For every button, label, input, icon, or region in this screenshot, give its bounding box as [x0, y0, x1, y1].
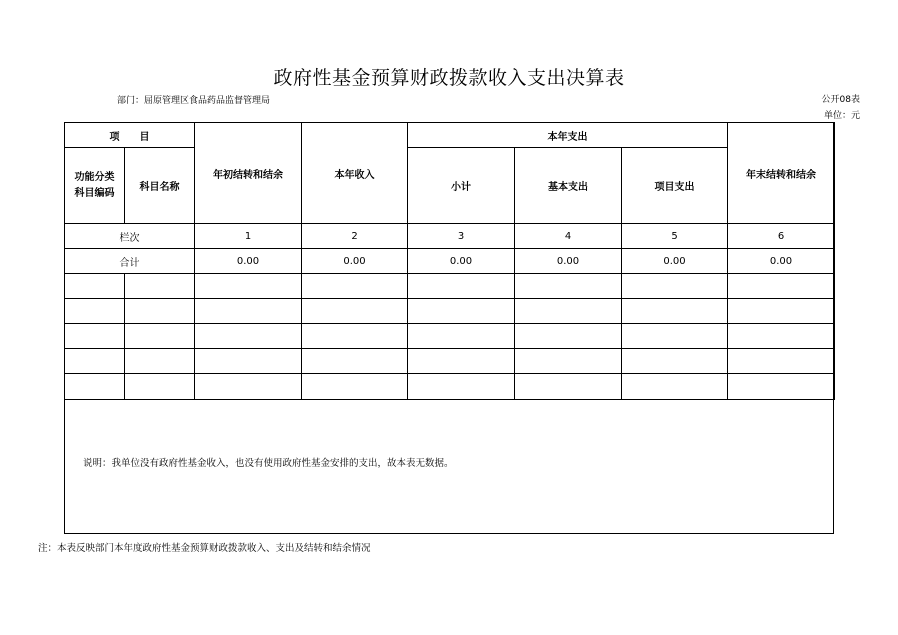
empty-cell — [622, 374, 728, 400]
empty-cell — [65, 274, 125, 299]
document-title: 政府性基金预算财政拨款收入支出决算表 — [273, 67, 625, 89]
empty-cell — [65, 324, 125, 349]
empty-row — [65, 349, 835, 374]
column-index-cell: 1 — [195, 224, 302, 249]
header-beginning-balance: 年初结转和结余 — [195, 123, 302, 224]
header-row-2 — [65, 148, 835, 186]
empty-row — [65, 274, 835, 299]
header-project-expense: 项目支出 — [622, 148, 728, 224]
empty-cell — [408, 374, 515, 400]
empty-cell — [195, 274, 302, 299]
empty-cell — [65, 349, 125, 374]
empty-cell — [515, 324, 622, 349]
total-cell: 0.00 — [515, 249, 622, 274]
empty-cell — [408, 299, 515, 324]
header-current-expense: 本年支出 — [408, 123, 728, 148]
header-item: 项 目 — [65, 123, 195, 148]
empty-cell — [302, 274, 408, 299]
empty-cell — [125, 349, 195, 374]
empty-cell — [728, 349, 835, 374]
empty-cell — [728, 299, 835, 324]
empty-cell — [408, 324, 515, 349]
total-cell: 0.00 — [728, 249, 835, 274]
unit-label: 单位：元 — [823, 111, 860, 121]
footnote: 注：本表反映部门本年度政府性基金预算财政拨款收入、支出及结转和结余情况 — [38, 543, 371, 554]
column-index-cell: 3 — [408, 224, 515, 249]
empty-cell — [515, 374, 622, 400]
total-label: 合计 — [65, 249, 195, 274]
header-subtotal: 小计 — [408, 148, 515, 224]
department-label: 部门：屈原管理区食品药品监督管理局 — [117, 96, 271, 106]
column-index-cell: 6 — [728, 224, 835, 249]
header-basic-expense: 基本支出 — [515, 148, 622, 224]
header-ending-balance: 年末结转和结余 — [728, 123, 835, 224]
header-subject-name: 科目名称 — [125, 148, 195, 224]
column-index-cell: 4 — [515, 224, 622, 249]
column-index-row — [65, 224, 835, 249]
empty-cell — [125, 374, 195, 400]
empty-cell — [622, 324, 728, 349]
empty-cell — [408, 274, 515, 299]
empty-cell — [125, 324, 195, 349]
empty-cell — [302, 349, 408, 374]
empty-cell — [195, 374, 302, 400]
empty-cell — [408, 349, 515, 374]
explanation-note: 说明：我单位没有政府性基金收入，也没有使用政府性基金安排的支出，故本表无数据。 — [83, 458, 454, 469]
empty-row — [65, 324, 835, 349]
column-index-cell: 5 — [622, 224, 728, 249]
empty-cell — [195, 324, 302, 349]
empty-cell — [728, 324, 835, 349]
empty-cell — [195, 299, 302, 324]
empty-cell — [622, 274, 728, 299]
empty-cell — [65, 374, 125, 400]
column-index-label: 栏次 — [65, 224, 195, 249]
total-cell: 0.00 — [408, 249, 515, 274]
empty-cell — [302, 299, 408, 324]
column-index-cell: 2 — [302, 224, 408, 249]
empty-cell — [728, 274, 835, 299]
total-row — [65, 249, 835, 274]
header-function-code: 功能分类科目编码 — [65, 148, 125, 224]
empty-cell — [728, 374, 835, 400]
empty-row — [65, 299, 835, 324]
empty-row — [65, 374, 835, 400]
total-cell: 0.00 — [622, 249, 728, 274]
empty-cell — [125, 299, 195, 324]
empty-cell — [195, 349, 302, 374]
form-number: 公开08表 — [821, 95, 860, 105]
empty-cell — [622, 349, 728, 374]
empty-cell — [515, 299, 622, 324]
budget-table — [64, 122, 835, 400]
empty-cell — [302, 324, 408, 349]
empty-cell — [65, 299, 125, 324]
empty-cell — [302, 374, 408, 400]
empty-cell — [125, 274, 195, 299]
header-row-1 — [65, 123, 835, 148]
total-cell: 0.00 — [302, 249, 408, 274]
empty-cell — [622, 299, 728, 324]
empty-cell — [515, 349, 622, 374]
empty-cell — [515, 274, 622, 299]
header-current-income: 本年收入 — [302, 123, 408, 224]
total-cell: 0.00 — [195, 249, 302, 274]
